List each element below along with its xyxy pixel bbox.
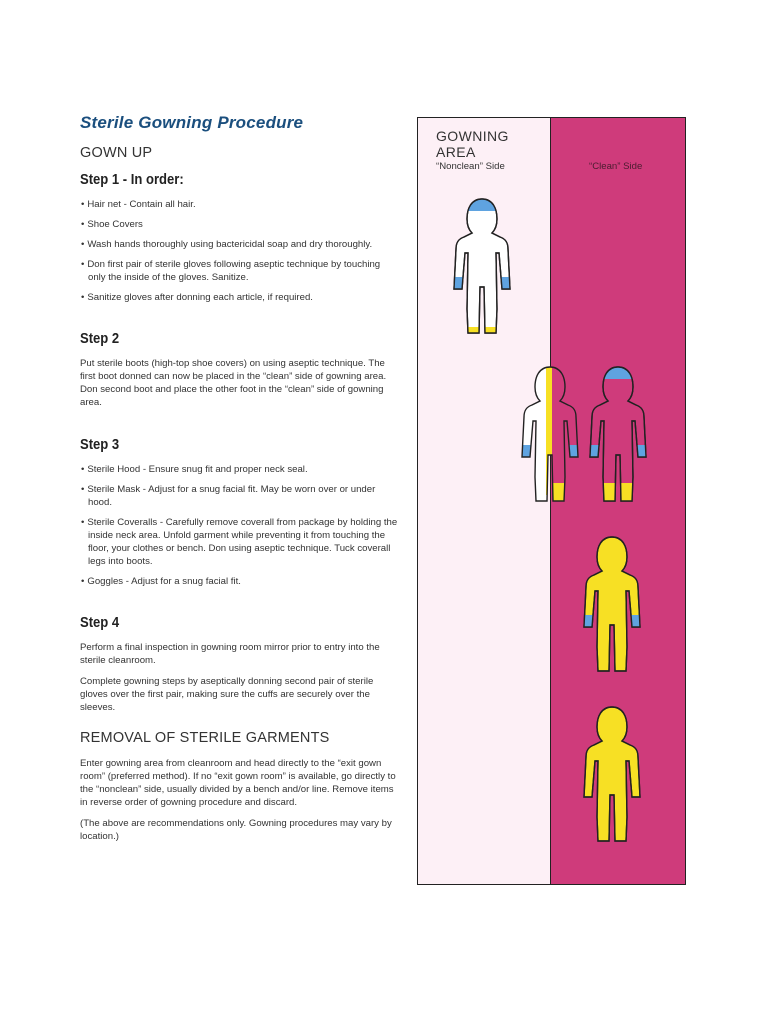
gowning-area-title: GOWNING AREA (436, 128, 509, 160)
procedure-text (80, 113, 398, 851)
step2-heading: Step 2 (80, 331, 120, 347)
list-item: • Wash hands thoroughly using bactericidal soap and dry thoroughly. (80, 238, 398, 251)
clean-side (551, 118, 685, 884)
step2-text: Put sterile boots (high-top shoe covers) on using aseptic technique. The first boot donned can now be placed in the “clean” side of gowning area. Don second boot and place the other foot in the “clean” side of gowning area. (80, 358, 387, 408)
step3-heading: Step 3 (80, 437, 120, 453)
gowning-area-panel (417, 117, 686, 885)
removal-heading: REMOVAL OF STERILE GARMENTS (80, 730, 330, 746)
step4-paragraph: Perform a final inspection in gowning room mirror prior to entry into the sterile cleanroom. (80, 642, 380, 666)
clean-label: “Clean” Side (589, 161, 643, 172)
step4-paragraph: Complete gowning steps by aseptically donning second pair of sterile gloves over the first pair, making sure the cuffs are securely over the sleeves. (80, 676, 374, 713)
removal-note: (The above are recommendations only. Gowning procedures may vary by location.) (80, 818, 392, 842)
list-item: • Shoe Covers (80, 218, 398, 231)
removal-paragraph: Enter gowning area from cleanroom and head directly to the “exit gown room” (preferred method). If no “exit gown room” is available, go directly to the “nonclean” side, usually divided by a bench and/or line. Remove items in reverse order of gowning procedure and discard. (80, 758, 396, 808)
list-item: • Sterile Coveralls - Carefully remove coverall from package by holding the inside neck area. Unfold garment while preventing it from touching the floor, your clothes or bench. Don using aseptic technique. Tuck coverall legs into boots. (80, 516, 398, 568)
step4-heading: Step 4 (80, 615, 120, 631)
list-item: • Sterile Hood - Ensure snug fit and proper neck seal. (80, 463, 398, 476)
page-title: Sterile Gowning Procedure (80, 113, 304, 132)
step1-heading: Step 1 - In order: (80, 172, 184, 188)
list-item: • Goggles - Adjust for a snug facial fit. (80, 575, 398, 588)
list-item: • Sanitize gloves after donning each article, if required. (80, 291, 398, 304)
gown-up-heading: GOWN UP (80, 145, 153, 161)
step1-list (80, 198, 398, 304)
list-item: • Sterile Mask - Adjust for a snug facial fit. May be worn over or under hood. (80, 483, 398, 509)
step3-list (80, 463, 398, 588)
list-item: • Don first pair of sterile gloves following aseptic technique by touching only the inside of the gloves. Sanitize. (80, 258, 398, 284)
nonclean-side (418, 118, 551, 884)
list-item: • Hair net - Contain all hair. (80, 198, 398, 211)
nonclean-label: “Nonclean” Side (436, 161, 505, 172)
